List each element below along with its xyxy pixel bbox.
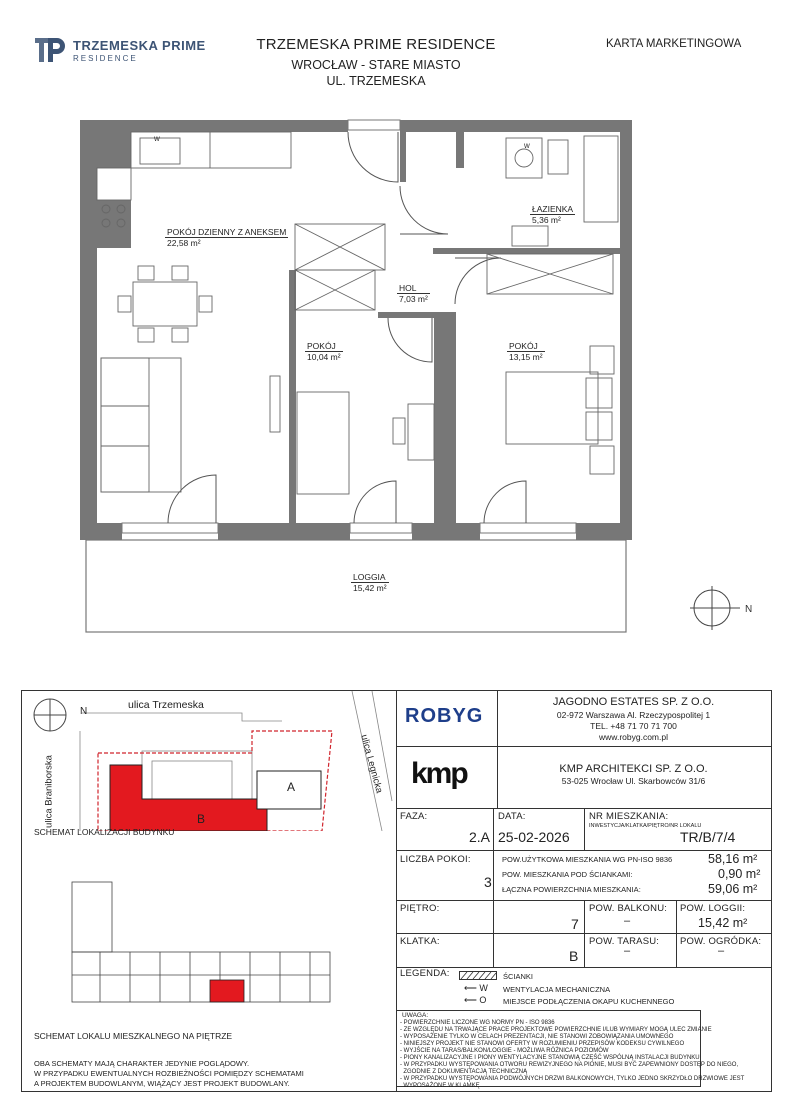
street-right: ulica Legnicka bbox=[358, 733, 385, 795]
wall bbox=[412, 523, 480, 540]
balkon-value: – bbox=[624, 915, 631, 927]
wall bbox=[97, 132, 131, 168]
wall bbox=[378, 312, 444, 318]
legend-label: LEGENDA: bbox=[400, 968, 450, 979]
data-label: DATA: bbox=[498, 811, 526, 822]
pietro-label: PIĘTRO: bbox=[400, 903, 440, 914]
card-type: KARTA MARKETINGOWA bbox=[606, 38, 742, 50]
selected-unit-marker bbox=[210, 980, 244, 1002]
divider bbox=[396, 850, 771, 851]
balkon-label: POW. BALKONU: bbox=[589, 903, 668, 914]
compass-icon bbox=[34, 699, 66, 731]
faza-label: FAZA: bbox=[400, 811, 428, 822]
pokoje-value: 3 bbox=[484, 874, 492, 890]
wall bbox=[456, 248, 620, 254]
room-label-living: POKÓJ DZIENNY Z ANEKSEM 22,58 m² bbox=[167, 227, 287, 248]
nr-label: NR MIESZKANIA: bbox=[589, 811, 669, 822]
svg-text:N: N bbox=[745, 604, 753, 615]
developer-logo: ROBYG bbox=[405, 705, 484, 727]
loggia-label: POW. LOGGII: bbox=[680, 903, 746, 914]
logo-monogram-icon bbox=[33, 34, 67, 66]
vent-mark: w bbox=[154, 134, 160, 143]
wall bbox=[576, 523, 632, 540]
wall bbox=[456, 132, 464, 168]
divider bbox=[396, 746, 771, 747]
street-line: UL. TRZEMESKA bbox=[326, 74, 426, 88]
room-label-bathroom: ŁAZIENKA 5,36 m² bbox=[532, 204, 574, 225]
legend-vent-mark: ⟵ W bbox=[464, 983, 488, 993]
building-b-label: B bbox=[197, 812, 206, 826]
wall bbox=[400, 120, 632, 132]
arrow-icon: ⟵ bbox=[464, 995, 477, 1005]
pokoje-label: LICZBA POKOI: bbox=[400, 854, 471, 865]
wall bbox=[620, 120, 632, 540]
room-label-loggia: LOGGIA 15,42 m² bbox=[353, 572, 387, 593]
brand-logo bbox=[33, 34, 213, 68]
room-label-room1: POKÓJ 10,04 m² bbox=[307, 341, 341, 362]
building-a-label: A bbox=[287, 780, 296, 794]
vent-mark: w bbox=[524, 141, 530, 150]
pl-value: 59,06 m² bbox=[708, 882, 758, 896]
legend-walls: ŚCIANKI bbox=[503, 972, 534, 981]
taras-label: POW. TARASU: bbox=[589, 936, 660, 947]
developer-info: JAGODNO ESTATES SP. Z O.O. 02-972 Warszawa Al. Rzeczypospolitej 1 TEL. +48 71 70 71 700 www.robyg.com.pl bbox=[552, 696, 715, 742]
architect-info: KMP ARCHITEKCI SP. Z O.O. 53-025 Wrocław Ul. Skarbowców 31/6 bbox=[559, 763, 708, 786]
notes-list: - POWIERZCHNIE LICZONE WG NORMY PN - ISO 9836 - ZE WZGLĘDU NA TRWAJĄCE PRACE PROJEKTOWE POWIERZCHNIE I/LUB WYMIARY MOGĄ ULEC ZMIANIE - WYPOSAŻENIE TYLKO W CELACH PREZENTACJI, NIE STANOWI ZOBOWIĄZANIA UMOWNEGO - NINIEJSZY PROJEKT NIE STANOWI OFERTY W ROZUMIENIU PRZEPISÓW KODEKSU CYWILNEGO - WYJŚCIE NA TARAS/BALKON/LOGGIE - MOŻLIWA RÓŻNICA POZIOMÓW - PIONY KANALIZACYJNE I PIONY WENTYLACYJNE STANOWIĄ CZĘŚĆ WSPÓLNĄ INSTALACJI BUDYNKU - W PRZYPADKU WYSTĘPOWANIA OTWORU REWIZYJNEGO NA PIONIE, MUSI BYĆ ZAPEWNIONY DOSTĘP DO NIEGO, ZGODNIE Z DOKUMENTACJĄ TECHNICZNĄ - W PRZYPADKU WYSTĘPOWANIA PODWÓJNYCH DRZWI BALKONOWYCH, TYLKO JEDNO SKRZYDŁO DRZWIOWE JEST WYPOSAŻONE W KLAMKĘ bbox=[400, 1020, 745, 1089]
architect-logo: kmp bbox=[411, 757, 467, 790]
logo-name: TRZEMESKA PRIME bbox=[73, 38, 206, 53]
ogrodek-label: POW. OGRÓDKA: bbox=[680, 936, 762, 947]
divider bbox=[584, 900, 585, 968]
klatka-label: KLATKA: bbox=[400, 936, 440, 947]
wall bbox=[218, 523, 350, 540]
pu-label: POW.UŻYTKOWA MIESZKANIA WG PN-ISO 9836 bbox=[502, 855, 673, 864]
wall bbox=[400, 132, 406, 182]
pl-label: ŁĄCZNA POWIERZCHNIA MIESZKANIA: bbox=[502, 885, 641, 894]
klatka-value: B bbox=[569, 948, 579, 964]
divider bbox=[396, 933, 771, 934]
location-caption: SCHEMAT LOKALIZACJI BUDYNKU bbox=[34, 827, 175, 837]
divider bbox=[584, 808, 585, 850]
street-top: ulica Trzemeska bbox=[128, 699, 204, 711]
floor-plan bbox=[0, 110, 792, 650]
room-label-hall: HOL 7,03 m² bbox=[399, 283, 428, 304]
hatch-icon bbox=[459, 971, 497, 980]
location-schema bbox=[22, 691, 396, 831]
wall bbox=[434, 312, 444, 523]
legend-hood-mark: ⟵ O bbox=[464, 995, 487, 1005]
notes-title: UWAGA: bbox=[402, 1012, 429, 1019]
wall bbox=[80, 120, 348, 132]
room-label-room2: POKÓJ 13,15 m² bbox=[509, 341, 543, 362]
legend-vent: WENTYLACJA MECHANICZNA bbox=[503, 985, 611, 994]
pu-value: 58,16 m² bbox=[708, 852, 758, 866]
taras-value: – bbox=[624, 945, 631, 957]
wall bbox=[444, 312, 456, 523]
wall bbox=[433, 248, 456, 254]
data-value: 25-02-2026 bbox=[498, 829, 570, 845]
logo-sub: RESIDENCE bbox=[73, 54, 138, 63]
floor-schema bbox=[60, 880, 340, 1020]
wall bbox=[80, 523, 122, 540]
loggia-value: 15,42 m² bbox=[698, 916, 748, 930]
ogrodek-value: – bbox=[718, 945, 725, 957]
disclaimer: OBA SCHEMATY MAJĄ CHARAKTER JEDYNIE POGLĄDOWY. W PRZYPADKU EWENTUALNYCH ROZBIEŻNOŚCI POMIĘDZY SCHEMATAMI A PROJEKTEM BUDOWLANYM, WIĄŻĄCY JEST PROJEKT BUDOWLANY. bbox=[34, 1059, 304, 1088]
arrow-icon: ⟵ bbox=[464, 983, 477, 993]
nr-value: TR/B/7/4 bbox=[680, 829, 736, 845]
nr-sub: INWESTYCJA/KLATKA/PIĘTRO/NR LOKALU bbox=[589, 823, 702, 829]
pietro-value: 7 bbox=[571, 916, 579, 932]
floor-caption: SCHEMAT LOKALU MIESZKALNEGO NA PIĘTRZE bbox=[34, 1031, 233, 1041]
wall bbox=[80, 120, 97, 540]
street-left: ulica Braniborska bbox=[43, 755, 55, 828]
ps-value: 0,90 m² bbox=[718, 867, 761, 881]
divider bbox=[493, 808, 494, 968]
city-line: WROCŁAW - STARE MIASTO bbox=[291, 58, 461, 72]
faza-value: 2.A bbox=[468, 829, 490, 845]
building-b-shape bbox=[110, 765, 267, 831]
divider bbox=[396, 967, 771, 968]
legend-hood: MIEJSCE PODŁĄCZENIA OKAPU KUCHENNEGO bbox=[503, 997, 675, 1006]
compass-north-icon bbox=[690, 586, 740, 630]
divider bbox=[497, 690, 498, 808]
divider bbox=[676, 900, 677, 968]
page-title: TRZEMESKA PRIME RESIDENCE bbox=[256, 36, 496, 53]
ps-label: POW. MIESZKANIA POD ŚCIANKAMI: bbox=[502, 870, 633, 879]
north-label: N bbox=[80, 706, 88, 717]
